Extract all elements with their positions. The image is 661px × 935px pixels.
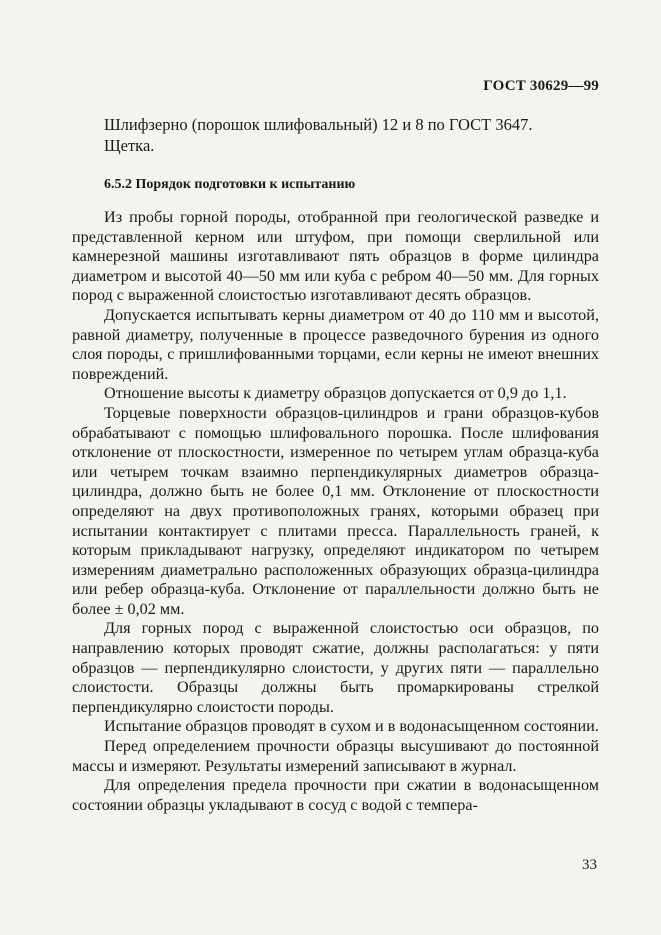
materials-list (104, 114, 599, 156)
paragraph: Торцевые поверхности образцов-цилиндров и грани образцов-кубов обрабатывают с помощью шлифовального порошка. После шлифования отклонение от плоскостности, измеренное по четырем углам образца-куба или четырем точкам взаимно перпендикулярных диаметров образца-цилиндра, должно быть не более 0,1 мм. Отклонение от плоскостности определяют на двух противоположных гранях, которыми образец при испытании контактирует с плитами пресса. Параллельность граней, к которым прикладывают нагрузку, определяют индикатором по четырем измерениям диаметрально расположенных образующих образца-цилиндра или ребер образца-куба. Отклонение от параллельности должно быть не более ± 0,02 мм. (72, 403, 599, 618)
paragraph: Отношение высоты к диаметру образцов допускается от 0,9 до 1,1. (104, 384, 567, 403)
paragraph: Перед определением прочности образцы высушивают до постоянной массы и измеряют. Результаты измерений записывают в журнал. (72, 737, 599, 775)
section-body (72, 208, 599, 815)
paragraph: Допускается испытывать керны диаметром от 40 до 110 мм и высотой, равной диаметру, полученные в процессе разведочного бурения из одного слоя породы, с пришлифованными торцами, если керны не имеют внешних повреждений. (72, 305, 599, 383)
paragraph: Для определения предела прочности при сжатии в водонасыщенном состоянии образцы укладывают в сосуд с водой с темпера- (72, 776, 599, 814)
section-heading: 6.5.2 Порядок подготовки к испытанию (104, 177, 356, 192)
page-number: 33 (582, 857, 597, 873)
materials-item: Щетка. (104, 136, 155, 155)
paragraph: Испытание образцов проводят в сухом и в водонасыщенном состоянии. (104, 717, 599, 736)
document-code: ГОСТ 30629—99 (483, 78, 599, 94)
paragraph: Из пробы горной породы, отобранной при геологической разведке и представленной керном или штуфом, при помощи сверлильной или камнерезной машины изготавливают пять образцов в форме цилиндра диаметром и высотой 40—50 мм или куба с ребром 40—50 мм. Для горных пород с выраженной слоистостью изготавливают десять образцов. (72, 208, 599, 305)
paragraph: Для горных пород с выраженной слоистостью оси образцов, по направлению которых проводят сжатие, должны располагаться: у пяти образцов — перпендикулярно слоистости, у других пяти — параллельно слоистости. Образцы должны быть промаркированы стрелкой перпендикулярно слоистости породы. (72, 619, 599, 716)
materials-item: Шлифзерно (порошок шлифовальный) 12 и 8 по ГОСТ 3647. (104, 115, 533, 134)
